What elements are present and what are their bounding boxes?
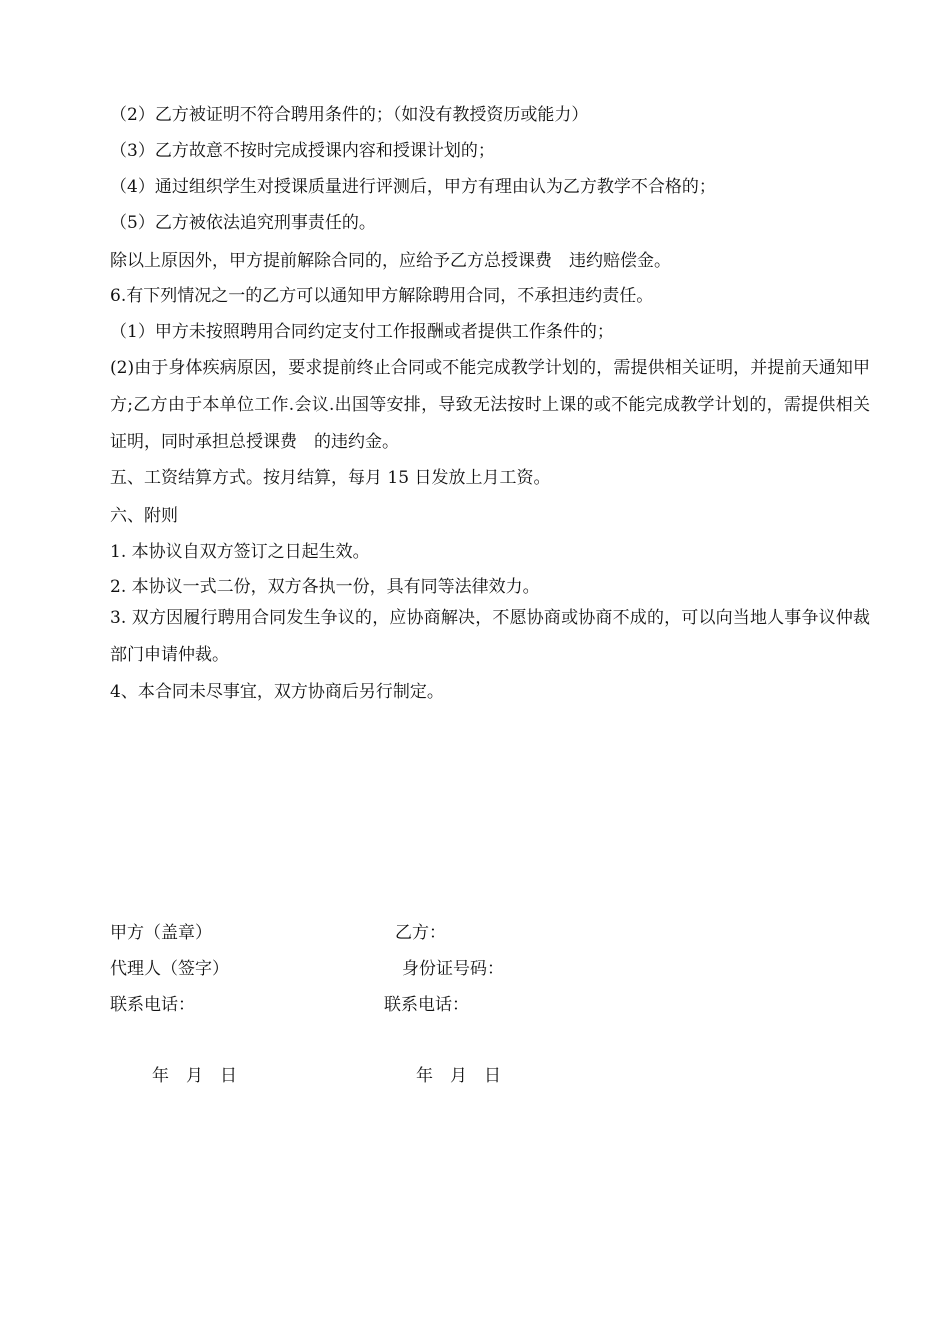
phone-a-label: 联系电话：	[110, 995, 195, 1015]
salary-settlement: 五、工资结算方式。按月结算，每月 15 日发放上月工资。	[110, 468, 551, 488]
section-6-heading: 6.有下列情况之一的乙方可以通知甲方解除聘用合同，不承担违约责任。	[110, 286, 654, 306]
date-a-label: 年 月 日	[152, 1066, 237, 1086]
clause-item-4: （4）通过组织学生对授课质量进行评测后，甲方有理由认为乙方教学不合格的；	[110, 177, 716, 197]
id-number-label: 身份证号码：	[402, 959, 504, 979]
clause-item-5: （5）乙方被依法追究刑事责任的。	[110, 213, 376, 233]
party-b-label: 乙方：	[395, 923, 446, 943]
clause-item-2: （2）乙方被证明不符合聘用条件的；（如没有教授资历或能力）	[110, 105, 589, 125]
date-b-label: 年 月 日	[416, 1066, 501, 1086]
agent-label: 代理人（签字）	[110, 959, 229, 979]
clause-item-3: （3）乙方故意不按时完成授课内容和授课计划的；	[110, 141, 495, 161]
phone-b-label: 联系电话：	[384, 995, 469, 1015]
appendix-item-2: 2. 本协议一式二份，双方各执一份，具有同等法律效力。	[110, 577, 540, 597]
appendix-item-3: 3. 双方因履行聘用合同发生争议的，应协商解决，不愿协商或协商不成的，可以向当地人事争议仲裁部门申请仲裁。	[110, 608, 870, 665]
appendix-heading: 六、附则	[110, 506, 178, 526]
appendix-item-4: 4、本合同未尽事宜，双方协商后另行制定。	[110, 682, 444, 702]
section-6-item-2: (2)由于身体疾病原因，要求提前终止合同或不能完成教学计划的，需提供相关证明，并提前天通知甲方;乙方由于本单位工作.会议.出国等安排，导致无法按时上课的或不能完成教学计划的，需提供相关证明，同时承担总授课费 的违约金。	[110, 358, 870, 452]
section-6-item-1: （1）甲方未按照聘用合同约定支付工作报酬或者提供工作条件的；	[110, 322, 614, 342]
appendix-item-1: 1. 本协议自双方签订之日起生效。	[110, 542, 370, 562]
party-a-label: 甲方（盖章）	[110, 923, 212, 943]
termination-compensation: 除以上原因外，甲方提前解除合同的，应给予乙方总授课费 违约赔偿金。	[110, 251, 671, 271]
